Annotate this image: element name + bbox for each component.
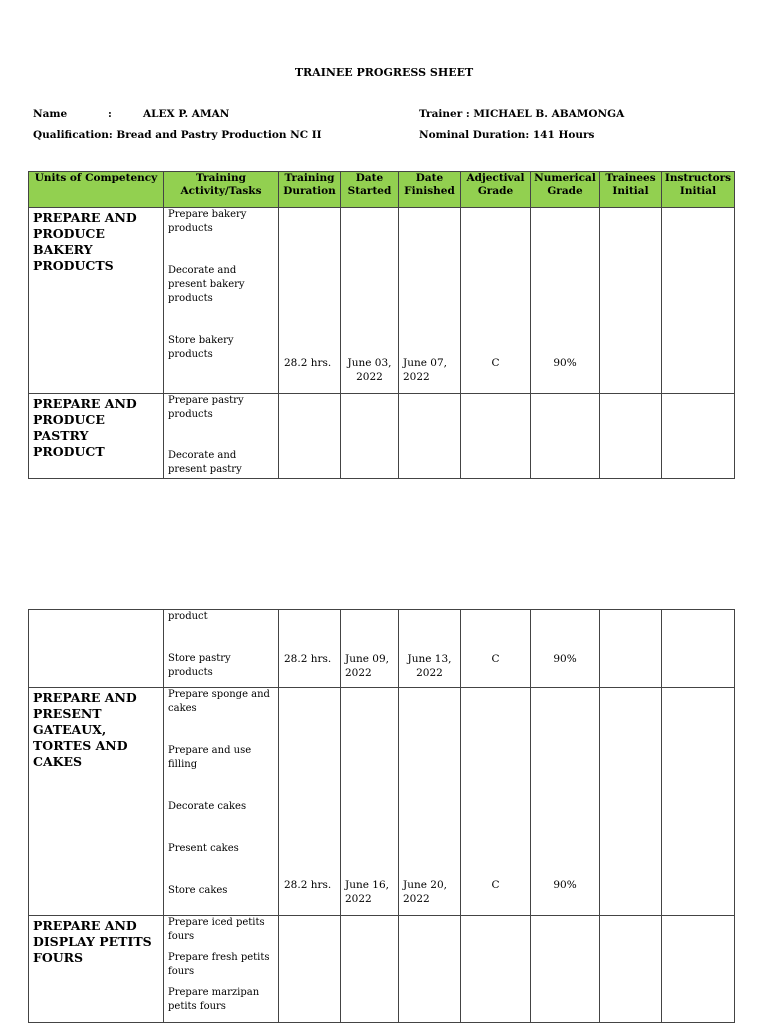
trainees-initial: [600, 208, 662, 394]
task-item: Prepare pastry products: [168, 395, 244, 420]
adjectival-grade: C: [491, 653, 500, 665]
instructors-initial: [662, 916, 735, 1023]
adjectival-grade: C: [491, 357, 500, 369]
task-item: Store pastry products: [168, 653, 231, 678]
unit-of-competency: [29, 610, 164, 688]
task-item: Store cakes: [168, 885, 228, 896]
date-started: June 03, 2022: [347, 357, 392, 383]
date-finished: June 13, 2022: [407, 653, 452, 679]
progress-table-page1: [28, 171, 735, 479]
task-item: Prepare bakery products: [168, 209, 247, 234]
numerical-grade: 90%: [553, 357, 577, 369]
instructors-initial: [662, 394, 735, 479]
training-duration: 28.2 hrs.: [284, 653, 332, 665]
trainees-initial: [600, 394, 662, 479]
task-item: Store bakery products: [168, 335, 234, 360]
trainees-initial: [600, 688, 662, 916]
task-item: Prepare fresh petits fours: [168, 952, 270, 977]
date-started: June 16, 2022: [345, 879, 389, 905]
header-finished: Date Finished: [399, 172, 461, 208]
task-item: product: [168, 611, 208, 622]
task-item: Prepare marzipan petits fours: [168, 987, 260, 1012]
document-title: TRAINEE PROGRESS SHEET: [294, 66, 474, 79]
numerical-grade: 90%: [553, 879, 577, 891]
adjectival-grade: C: [491, 879, 500, 891]
unit-of-competency: PREPARE AND PRODUCE PASTRY PRODUCT: [29, 394, 164, 479]
unit-of-competency: PREPARE AND DISPLAY PETITS FOURS: [29, 916, 164, 1023]
header-units: Units of Competency: [29, 172, 164, 208]
table-row: [29, 916, 735, 1023]
instructors-initial: [662, 610, 735, 688]
header-activity: Training Activity/Tasks: [164, 172, 279, 208]
header-trainees: Trainees Initial: [600, 172, 662, 208]
header-duration: Training Duration: [279, 172, 341, 208]
table-row: [29, 208, 735, 394]
header-adjectival: Adjectival Grade: [461, 172, 531, 208]
numerical-grade: 90%: [553, 653, 577, 665]
unit-of-competency: PREPARE AND PRESENT GATEAUX, TORTES AND CAKES: [29, 688, 164, 916]
date-finished: June 07, 2022: [403, 357, 447, 383]
trainees-initial: [600, 916, 662, 1023]
unit-of-competency: PREPARE AND PRODUCE BAKERY PRODUCTS: [29, 208, 164, 394]
table-row: [29, 688, 735, 916]
qualification: Qualification: Bread and Pastry Production NC II: [33, 129, 322, 141]
header-instructors: Instructors Initial: [662, 172, 735, 208]
name-label: Name: [33, 108, 68, 120]
task-item: Decorate cakes: [168, 801, 247, 812]
task-item: Decorate and present bakery products: [168, 265, 245, 304]
task-item: Prepare and use filling: [168, 745, 252, 770]
instructors-initial: [662, 688, 735, 916]
instructors-initial: [662, 208, 735, 394]
nominal-duration: Nominal Duration: 141 Hours: [419, 129, 595, 141]
training-duration: 28.2 hrs.: [284, 879, 332, 891]
task-item: Prepare iced petits fours: [168, 917, 265, 942]
task-item: Prepare sponge and cakes: [168, 689, 270, 714]
trainees-initial: [600, 610, 662, 688]
date-started: June 09, 2022: [345, 653, 389, 679]
table-row: [29, 394, 735, 479]
trainee-name: ALEX P. AMAN: [143, 108, 230, 120]
progress-table-page2: [28, 609, 735, 1023]
name-separator: :: [108, 108, 112, 120]
header-started: Date Started: [341, 172, 399, 208]
table-row: [29, 610, 735, 688]
training-duration: 28.2 hrs.: [284, 357, 332, 369]
date-finished: June 20, 2022: [403, 879, 447, 905]
task-item: Decorate and present pastry: [168, 450, 242, 475]
header-row: [29, 172, 735, 208]
task-item: Present cakes: [168, 843, 239, 854]
header-numerical: Numerical Grade: [531, 172, 600, 208]
trainer-name: Trainer : MICHAEL B. ABAMONGA: [419, 108, 625, 120]
